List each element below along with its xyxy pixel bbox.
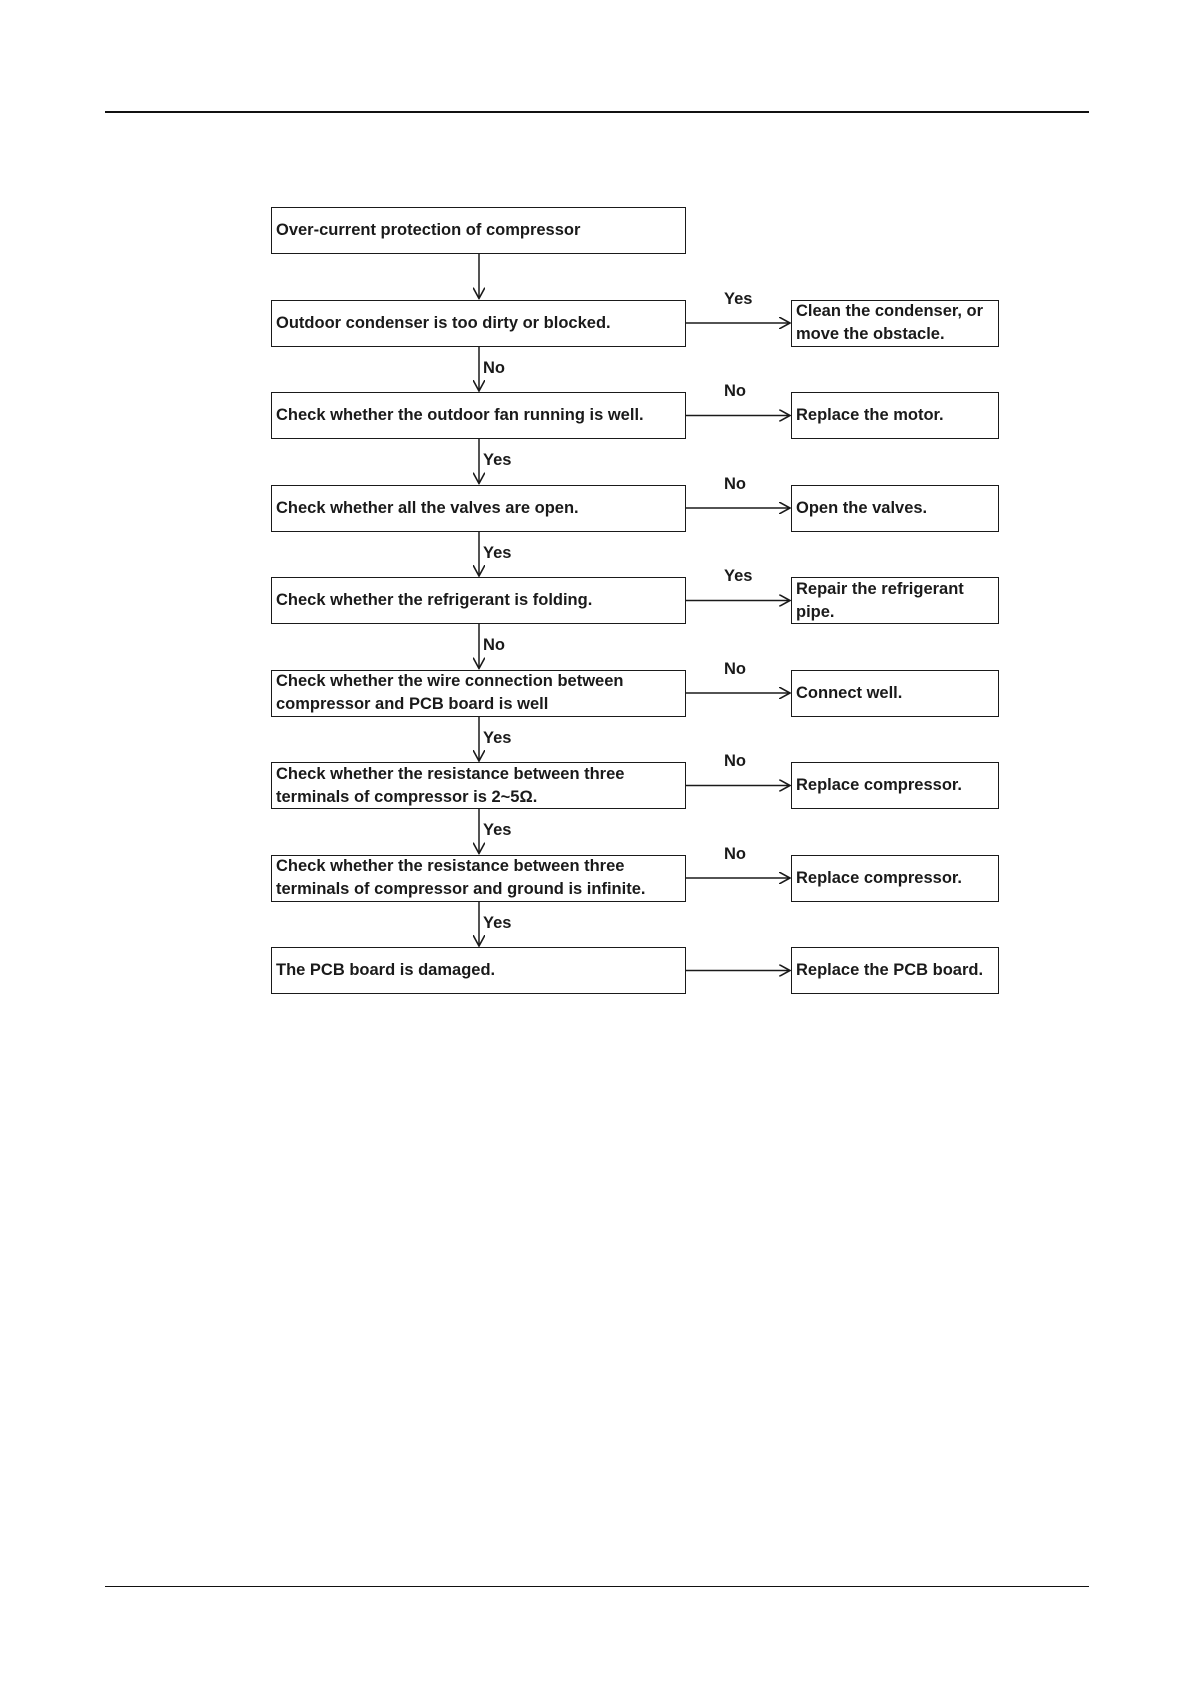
question-box-ground-resistance: Check whether the resistance between three terminals of compressor and ground is infinite. [271,855,686,902]
branch-label: No [724,474,746,493]
branch-label: No [724,382,746,400]
question-box-condenser: Outdoor condenser is too dirty or blocked. [271,300,686,347]
action-box-repair-pipe: Repair the refrigerant pipe. [791,577,999,624]
continue-label: Yes [483,913,512,932]
action-box-replace-motor: Replace the motor. [791,392,999,439]
branch-label: No [724,752,746,770]
branch-label: No [724,659,746,678]
branch-label: Yes [724,567,753,585]
question-box-refrigerant: Check whether the refrigerant is folding. [271,577,686,624]
continue-label: Yes [483,451,512,469]
action-box-open-valves: Open the valves. [791,485,999,532]
continue-label: Yes [483,821,512,839]
action-box-clean-condenser: Clean the condenser, or move the obstacle. [791,300,999,347]
continue-label: Yes [483,543,512,562]
result-box-pcb-damaged: The PCB board is damaged. [271,947,686,994]
question-box-wire-connection: Check whether the wire connection between compressor and PCB board is well [271,670,686,717]
question-box-valves: Check whether all the valves are open. [271,485,686,532]
action-box-connect-well: Connect well. [791,670,999,717]
continue-label: No [483,636,505,654]
branch-label: Yes [724,289,753,308]
question-box-fan: Check whether the outdoor fan running is well. [271,392,686,439]
continue-label: Yes [483,728,512,747]
action-box-replace-compressor: Replace compressor. [791,762,999,809]
question-box-terminal-resistance: Check whether the resistance between three terminals of compressor is 2~5Ω. [271,762,686,809]
action-box-replace-compressor: Replace compressor. [791,855,999,902]
start-box: Over-current protection of compressor [271,207,686,254]
continue-label: No [483,358,505,377]
branch-label: No [724,844,746,863]
action-box-replace-pcb: Replace the PCB board. [791,947,999,994]
